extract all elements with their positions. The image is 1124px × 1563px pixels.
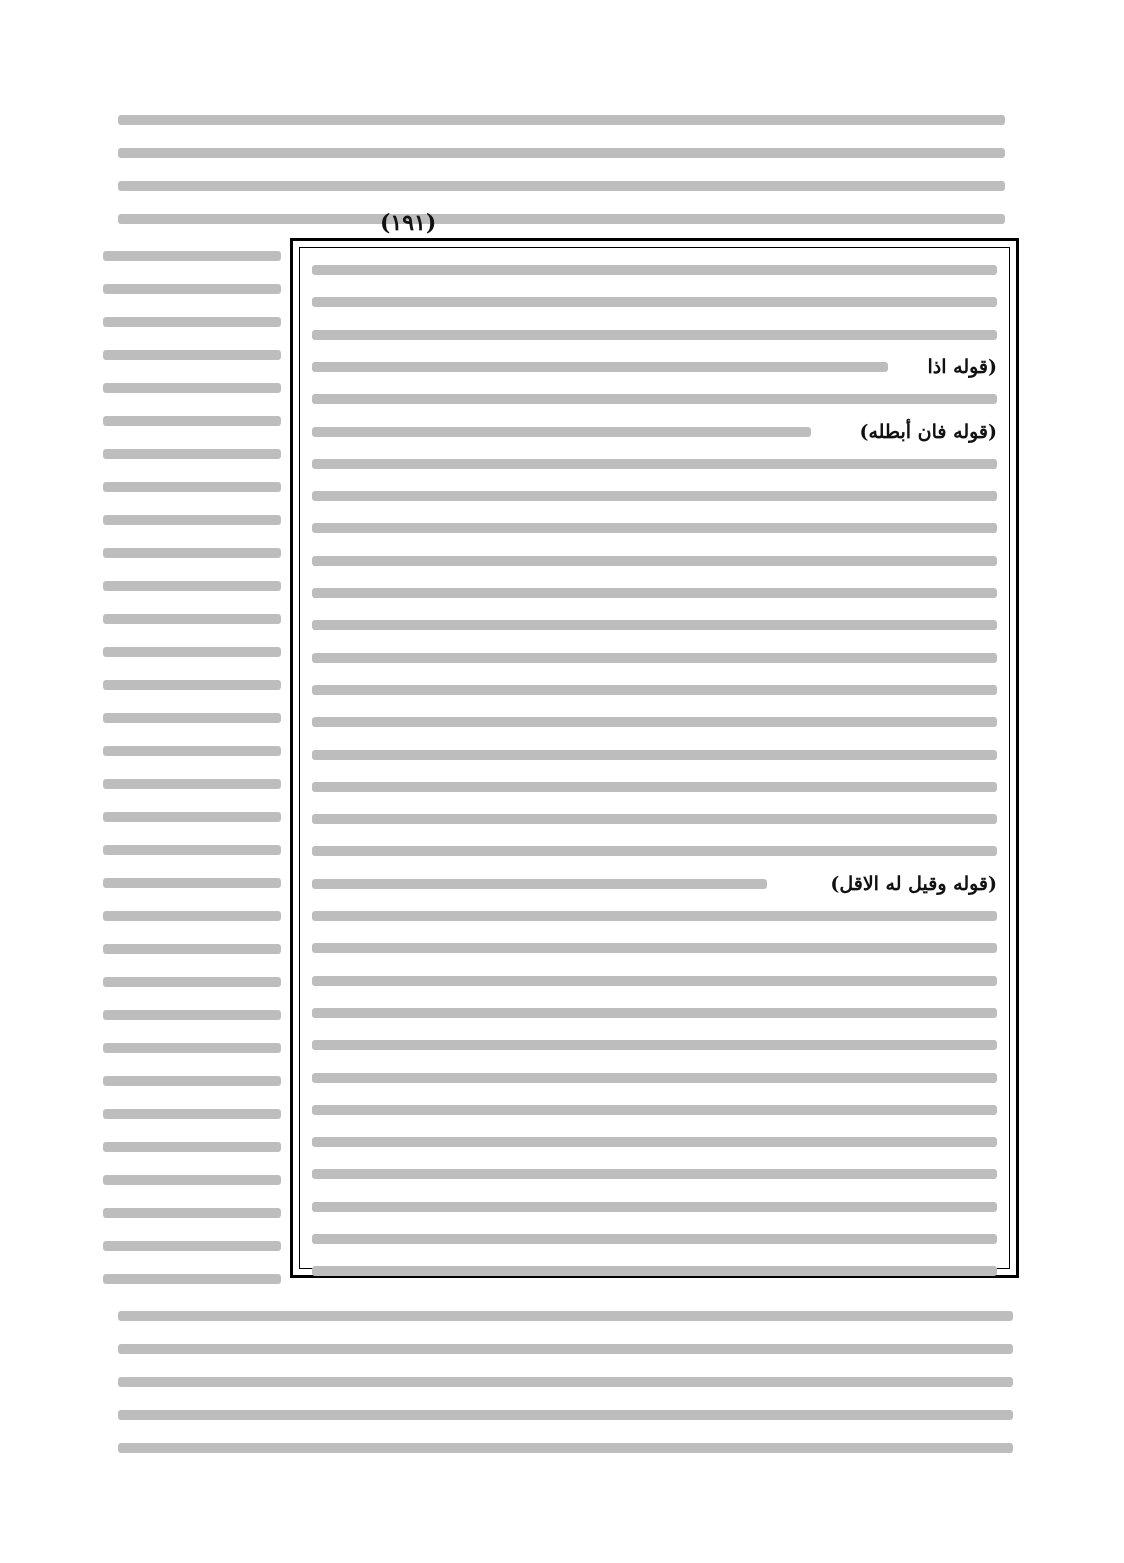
framed-commentary-text-placeholder: [312, 1202, 997, 1212]
side-commentary-line: [103, 900, 281, 933]
framed-commentary-line-text: (قوله فان أبطله): [859, 420, 997, 443]
top-commentary-text-placeholder: [118, 115, 1005, 125]
side-commentary-line: [103, 1098, 281, 1131]
framed-commentary-text-placeholder: [312, 717, 997, 727]
framed-commentary-line: [312, 1062, 997, 1095]
framed-commentary-text-placeholder: [312, 265, 997, 275]
side-commentary-line: [103, 603, 281, 636]
side-commentary-line: [103, 999, 281, 1032]
framed-commentary-line: [312, 771, 997, 804]
bottom-commentary-text-placeholder: [118, 1377, 1013, 1387]
side-commentary-text-placeholder: [103, 647, 281, 657]
framed-commentary-line: [312, 900, 997, 933]
side-commentary-text-placeholder: [103, 1043, 281, 1053]
framed-commentary-text-placeholder: [312, 330, 997, 340]
side-commentary-text-placeholder: [103, 515, 281, 525]
framed-commentary-text-placeholder: [312, 750, 997, 760]
side-commentary-text-placeholder: [103, 284, 281, 294]
side-commentary-line: [103, 735, 281, 768]
side-commentary-text-placeholder: [103, 977, 281, 987]
side-commentary-line: [103, 438, 281, 471]
framed-commentary-line: [312, 868, 997, 901]
framed-commentary-text-placeholder: [312, 362, 888, 372]
bottom-commentary-line: [118, 1300, 1013, 1333]
framed-commentary-text-placeholder: [312, 943, 997, 953]
top-commentary-text-placeholder: [118, 181, 1005, 191]
side-commentary: [103, 240, 281, 1300]
framed-commentary-line: [312, 448, 997, 481]
framed-commentary-text-placeholder: [312, 620, 997, 630]
side-commentary-text-placeholder: [103, 317, 281, 327]
side-commentary-line: [103, 537, 281, 570]
bottom-commentary-text-placeholder: [118, 1311, 1013, 1321]
side-commentary-text-placeholder: [103, 1076, 281, 1086]
side-commentary-line: [103, 933, 281, 966]
framed-commentary-line: [312, 1255, 997, 1288]
framed-commentary-line: [312, 1223, 997, 1256]
framed-commentary-line: [312, 997, 997, 1030]
framed-commentary-line: [312, 803, 997, 836]
side-commentary-line: [103, 702, 281, 735]
side-commentary-text-placeholder: [103, 581, 281, 591]
side-commentary-text-placeholder: [103, 779, 281, 789]
framed-commentary-text-placeholder: [312, 685, 997, 695]
framed-commentary-text-placeholder: [312, 427, 811, 437]
framed-commentary-line: [312, 319, 997, 352]
framed-commentary-line: [312, 545, 997, 578]
side-commentary-line: [103, 306, 281, 339]
side-commentary-text-placeholder: [103, 1142, 281, 1152]
side-commentary-line: [103, 834, 281, 867]
top-side-note: [103, 210, 343, 238]
side-commentary-line: [103, 1197, 281, 1230]
framed-commentary-line: [312, 416, 997, 449]
side-commentary-text-placeholder: [103, 1175, 281, 1185]
side-commentary-text-placeholder: [103, 1109, 281, 1119]
framed-commentary-text-placeholder: [312, 879, 767, 889]
bottom-commentary-line: [118, 1399, 1013, 1432]
side-commentary-text-placeholder: [103, 614, 281, 624]
top-commentary-line: [118, 137, 1005, 170]
framed-commentary-text-placeholder: [312, 1040, 997, 1050]
bottom-commentary-line: [118, 1432, 1013, 1465]
side-commentary-line: [103, 1164, 281, 1197]
side-commentary-text-placeholder: [103, 911, 281, 921]
framed-commentary-text-placeholder: [312, 297, 997, 307]
side-commentary-text-placeholder: [103, 944, 281, 954]
side-commentary-line: [103, 372, 281, 405]
side-commentary-text-placeholder: [103, 416, 281, 426]
framed-commentary-text-placeholder: [312, 814, 997, 824]
side-commentary-line: [103, 1065, 281, 1098]
framed-commentary-line: [312, 1191, 997, 1224]
side-commentary-text-placeholder: [103, 383, 281, 393]
framed-commentary-line: [312, 512, 997, 545]
framed-commentary-line: [312, 1126, 997, 1159]
side-commentary-line: [103, 768, 281, 801]
side-commentary-text-placeholder: [103, 1208, 281, 1218]
framed-commentary-line: [312, 1094, 997, 1127]
side-commentary-line: [103, 867, 281, 900]
side-commentary-text-placeholder: [103, 350, 281, 360]
framed-commentary-line: [312, 642, 997, 675]
framed-commentary-text-placeholder: [312, 1169, 997, 1179]
framed-commentary-line: [312, 739, 997, 772]
framed-commentary-line-text: (قوله اذا: [927, 355, 997, 378]
side-commentary-line: [103, 570, 281, 603]
framed-commentary-line: [312, 1158, 997, 1191]
side-commentary-line: [103, 636, 281, 669]
side-commentary-text-placeholder: [103, 482, 281, 492]
bottom-commentary: [118, 1300, 1013, 1470]
side-commentary-text-placeholder: [103, 548, 281, 558]
inner-frame-border: [299, 247, 1010, 1269]
side-commentary-text-placeholder: [103, 1241, 281, 1251]
top-commentary-text-placeholder: [118, 148, 1005, 158]
framed-commentary-text: [312, 254, 997, 1262]
framed-commentary-box: [290, 238, 1019, 1278]
side-commentary-line: [103, 339, 281, 372]
framed-commentary-line: [312, 1029, 997, 1062]
side-commentary-text-placeholder: [103, 812, 281, 822]
framed-commentary-line-text: (قوله وقيل له الاقل): [830, 872, 997, 895]
framed-commentary-line: [312, 286, 997, 319]
side-commentary-line: [103, 669, 281, 702]
framed-commentary-line: [312, 254, 997, 287]
framed-commentary-line: [312, 609, 997, 642]
side-commentary-line: [103, 966, 281, 999]
side-commentary-line: [103, 471, 281, 504]
side-commentary-line: [103, 405, 281, 438]
page-number: (١٩١): [380, 210, 437, 236]
side-commentary-text-placeholder: [103, 1010, 281, 1020]
framed-commentary-text-placeholder: [312, 588, 997, 598]
side-commentary-line: [103, 273, 281, 306]
side-commentary-line: [103, 1032, 281, 1065]
framed-commentary-text-placeholder: [312, 459, 997, 469]
side-commentary-line: [103, 240, 281, 273]
side-commentary-line: [103, 1263, 281, 1296]
side-commentary-text-placeholder: [103, 878, 281, 888]
framed-commentary-line: [312, 480, 997, 513]
framed-commentary-text-placeholder: [312, 556, 997, 566]
framed-commentary-text-placeholder: [312, 523, 997, 533]
framed-commentary-line: [312, 577, 997, 610]
side-commentary-line: [103, 1131, 281, 1164]
top-commentary-line: [118, 170, 1005, 203]
framed-commentary-text-placeholder: [312, 1234, 997, 1244]
bottom-commentary-text-placeholder: [118, 1443, 1013, 1453]
bottom-commentary-text-placeholder: [118, 1410, 1013, 1420]
side-commentary-line: [103, 1230, 281, 1263]
framed-commentary-line: [312, 932, 997, 965]
framed-commentary-line: [312, 383, 997, 416]
side-commentary-text-placeholder: [103, 845, 281, 855]
side-commentary-line: [103, 801, 281, 834]
side-commentary-text-placeholder: [103, 251, 281, 261]
framed-commentary-text-placeholder: [312, 1137, 997, 1147]
framed-commentary-line: [312, 706, 997, 739]
top-commentary-line: [118, 104, 1005, 137]
framed-commentary-text-placeholder: [312, 1073, 997, 1083]
framed-commentary-text-placeholder: [312, 394, 997, 404]
framed-commentary-text-placeholder: [312, 491, 997, 501]
bottom-commentary-line: [118, 1333, 1013, 1366]
side-commentary-text-placeholder: [103, 449, 281, 459]
bottom-commentary-line: [118, 1366, 1013, 1399]
bottom-commentary-text-placeholder: [118, 1344, 1013, 1354]
framed-commentary-text-placeholder: [312, 846, 997, 856]
framed-commentary-line: [312, 835, 997, 868]
framed-commentary-text-placeholder: [312, 1266, 997, 1276]
framed-commentary-line: [312, 965, 997, 998]
side-commentary-text-placeholder: [103, 746, 281, 756]
framed-commentary-text-placeholder: [312, 976, 997, 986]
framed-commentary-line: [312, 674, 997, 707]
framed-commentary-text-placeholder: [312, 911, 997, 921]
side-commentary-text-placeholder: [103, 713, 281, 723]
framed-commentary-text-placeholder: [312, 782, 997, 792]
framed-commentary-text-placeholder: [312, 1008, 997, 1018]
side-commentary-text-placeholder: [103, 1274, 281, 1284]
framed-commentary-text-placeholder: [312, 1105, 997, 1115]
side-commentary-line: [103, 504, 281, 537]
framed-commentary-line: [312, 351, 997, 384]
side-commentary-text-placeholder: [103, 680, 281, 690]
framed-commentary-text-placeholder: [312, 653, 997, 663]
